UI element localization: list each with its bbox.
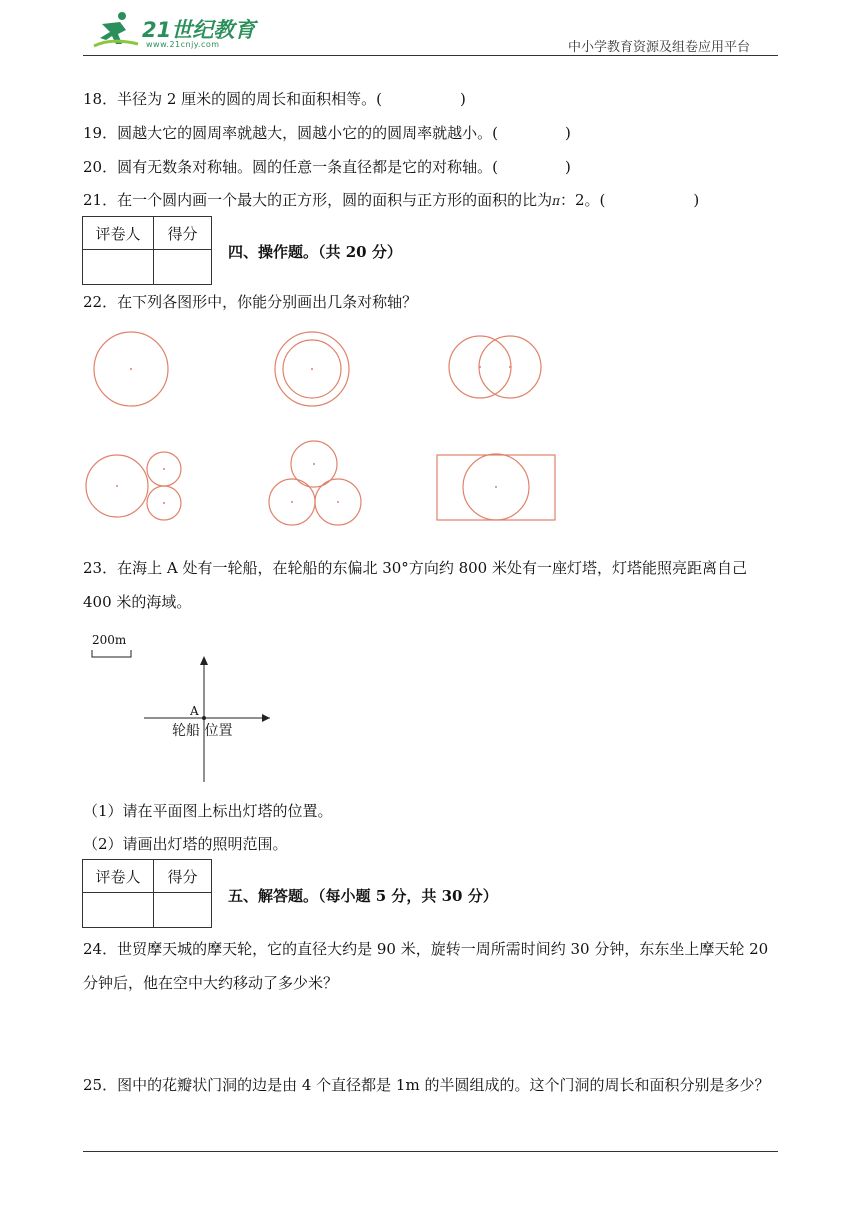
question-18: 18．半径为 2 厘米的圆的周长和面积相等。( ) [83, 90, 466, 108]
logo-url: www.21cnjy.com [146, 40, 220, 49]
coordinate-diagram [0, 640, 860, 820]
question-24: 24．世贸摩天城的摩天轮，它的直径大约是 90 米，旋转一周所需时间约 30 分钟，东东坐上摩天轮 20 分钟后，他在空中大约移动了多少米？ [83, 940, 769, 992]
question-22: 22．在下列各图形中，你能分别画出几条对称轴？ [83, 293, 418, 311]
question-20: 20．圆有无数条对称轴。圆的任意一条直径都是它的对称轴。( ) [83, 158, 571, 176]
scale-label: 200m [92, 633, 127, 647]
runner-logo-icon [92, 10, 142, 50]
header-divider [83, 55, 778, 56]
score-cell[interactable] [154, 893, 212, 928]
question-21: 21．在一个圆内画一个最大的正方形，圆的面积与正方形的面积的比为π：2。( ) [83, 191, 700, 209]
logo-text: 21世纪教育 [142, 18, 256, 42]
point-a-label: A [190, 704, 199, 718]
score-header: 得分 [154, 217, 212, 250]
x-arrow-icon [262, 714, 270, 722]
question-23-part-2: （2）请画出灯塔的照明范围。 [83, 835, 288, 853]
question-25: 25．图中的花瓣状门洞的边是由 4 个直径都是 1m 的半圆组成的。这个门洞的周长和面积分别是多少？ [83, 1076, 770, 1094]
score-table-2 [82, 859, 212, 928]
footer-divider [83, 1151, 778, 1152]
score-table-1 [82, 216, 212, 285]
scale-bar [92, 650, 131, 657]
score-header: 得分 [154, 860, 212, 893]
grader-cell[interactable] [83, 250, 154, 285]
grader-cell[interactable] [83, 893, 154, 928]
section-4-title: 四、操作题。（共 20 分） [228, 243, 402, 261]
symmetry-figures [0, 320, 860, 540]
question-19: 19．圆越大它的圆周率就越大，圆越小它的的圆周率就越小。( ) [83, 124, 571, 142]
platform-name: 中小学教育资源及组卷应用平台 [567, 40, 750, 55]
section-5-title: 五、解答题。（每小题 5 分，共 30 分） [228, 887, 498, 905]
y-arrow-icon [200, 656, 208, 665]
grader-header: 评卷人 [83, 860, 154, 893]
question-23: 23．在海上 A 处有一轮船，在轮船的东偏北 30°方向约 800 米处有一座灯塔，灯塔能照亮距离自己 400 米的海域。 [83, 559, 747, 611]
score-cell[interactable] [154, 250, 212, 285]
ship-position-label: 轮船 位置 [172, 723, 233, 739]
grader-header: 评卷人 [83, 217, 154, 250]
question-23-part-1: （1）请在平面图上标出灯塔的位置。 [83, 802, 333, 820]
